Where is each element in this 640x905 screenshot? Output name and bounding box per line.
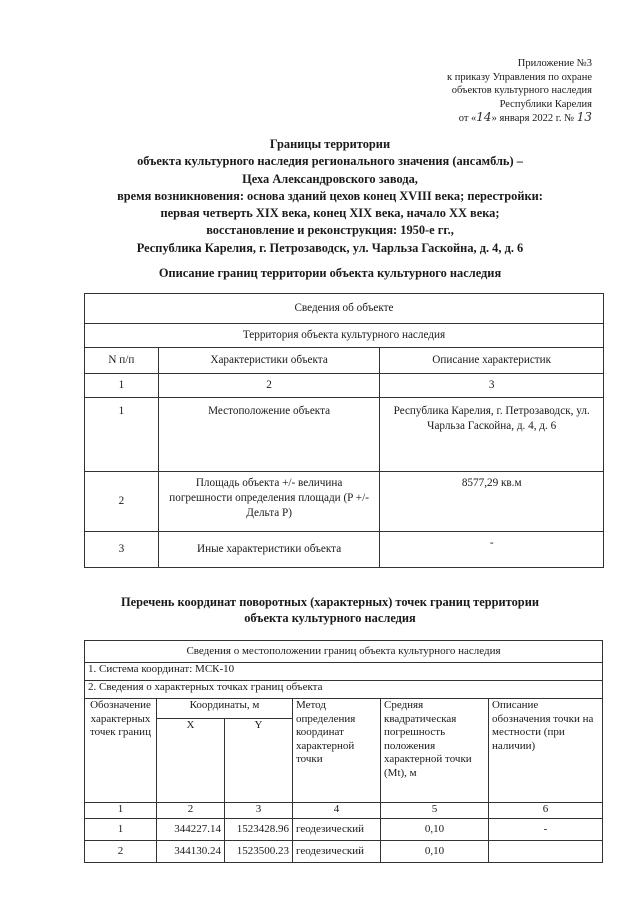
section2-title-line: объекта культурного наследия — [244, 611, 416, 625]
col-header-method: Метод определения координат характерной точки — [293, 699, 381, 803]
title-line: объекта культурного наследия регионального значения (ансамбль) – — [137, 154, 523, 169]
table-row — [85, 819, 603, 841]
title-line: первая четверть XIX века, конец XIX века, начало XX века; — [160, 206, 500, 221]
appendix-line: Республики Карелия — [499, 98, 592, 110]
col-number: 5 — [381, 803, 489, 819]
col-number: 4 — [293, 803, 381, 819]
object-info-table — [84, 293, 604, 568]
point-x: 344227.14 — [157, 819, 225, 841]
order-number: 13 — [576, 110, 592, 124]
title-line: Границы территории — [269, 137, 391, 151]
row-value: Республика Карелия, г. Петрозаводск, ул. Чарльза Гаскойна, д. 4, д. 6 — [380, 398, 604, 472]
table2-header: Сведения о местоположении границ объекта культурного наследия — [85, 641, 603, 663]
point-number: 2 — [85, 841, 157, 863]
point-method: геодезический — [293, 819, 381, 841]
date-prefix: от « — [458, 113, 477, 124]
title-line: Республика Карелия, г. Петрозаводск, ул. Чарльза Гаскойна, д. 4, д. 6 — [136, 240, 524, 255]
col-number: 2 — [157, 803, 225, 819]
table1-subheader: Территория объекта культурного наследия — [85, 324, 604, 348]
point-x: 344130.24 — [157, 841, 225, 863]
point-description: - — [489, 819, 603, 841]
date-suffix: » января 2022 г. № — [491, 113, 575, 124]
col-number: 3 — [380, 374, 604, 398]
title-line: Цеха Александровского завода, — [242, 171, 418, 186]
appendix-date — [332, 111, 592, 126]
col-number: 3 — [225, 803, 293, 819]
row-value: 8577,29 кв.м — [380, 472, 604, 532]
row-number: 3 — [85, 532, 159, 568]
col-header-description: Описание характеристик — [380, 348, 604, 374]
col-header-x: X — [157, 719, 225, 803]
date-day: 14 — [476, 110, 492, 124]
title-line: восстановление и реконструкция: 1950-е гг., — [206, 223, 454, 238]
point-y: 1523500.23 — [225, 841, 293, 863]
table-row — [85, 841, 603, 863]
row-characteristic: Иные характеристики объекта — [158, 532, 380, 568]
col-number: 6 — [489, 803, 603, 819]
row-number: 1 — [85, 398, 159, 472]
col-header-number: N п/п — [85, 348, 159, 374]
col-header-coordinates: Координаты, м — [157, 699, 293, 719]
coordinates-table — [84, 640, 603, 863]
row-value: - — [380, 532, 604, 568]
col-header-designation: Обозначение характерных точек границ — [85, 699, 157, 803]
points-header: 2. Сведения о характерных точках границ объекта — [85, 681, 603, 699]
col-number: 1 — [85, 374, 159, 398]
document-title — [60, 136, 600, 257]
point-method: геодезический — [293, 841, 381, 863]
point-y: 1523428.96 — [225, 819, 293, 841]
appendix-line: объектов культурного наследия — [451, 85, 592, 96]
col-header-error: Средняя квадратическая погрешность положения характерной точки (Mt), м — [381, 699, 489, 803]
col-header-characteristic: Характеристики объекта — [158, 348, 380, 374]
coordinate-system: 1. Система координат: МСК-10 — [85, 663, 603, 681]
col-number: 1 — [85, 803, 157, 819]
table1-header: Сведения об объекте — [85, 294, 604, 324]
appendix-line: Приложение №3 — [517, 58, 592, 69]
table-row — [85, 472, 604, 532]
section2-title — [60, 594, 600, 626]
point-description — [489, 841, 603, 863]
row-number: 2 — [85, 472, 159, 532]
appendix-header — [332, 57, 592, 126]
section2-title-line: Перечень координат поворотных (характерных) точек границ территории — [121, 595, 539, 609]
point-number: 1 — [85, 819, 157, 841]
table-row — [85, 532, 604, 568]
row-characteristic: Местоположение объекта — [158, 398, 380, 472]
col-header-point-description: Описание обозначения точки на местности (при наличии) — [489, 699, 603, 803]
title-line: время возникновения: основа зданий цехов конец XVIII века; перестройки: — [117, 188, 543, 203]
col-number: 2 — [158, 374, 380, 398]
appendix-line: к приказу Управления по охране — [447, 71, 592, 83]
point-error: 0,10 — [381, 841, 489, 863]
col-header-y: Y — [225, 719, 293, 803]
row-characteristic: Площадь объекта +/- величина погрешности определения площади (P +/- Дельта P) — [158, 472, 380, 532]
table-row — [85, 398, 604, 472]
section1-title: Описание границ территории объекта культурного наследия — [158, 266, 502, 280]
point-error: 0,10 — [381, 819, 489, 841]
